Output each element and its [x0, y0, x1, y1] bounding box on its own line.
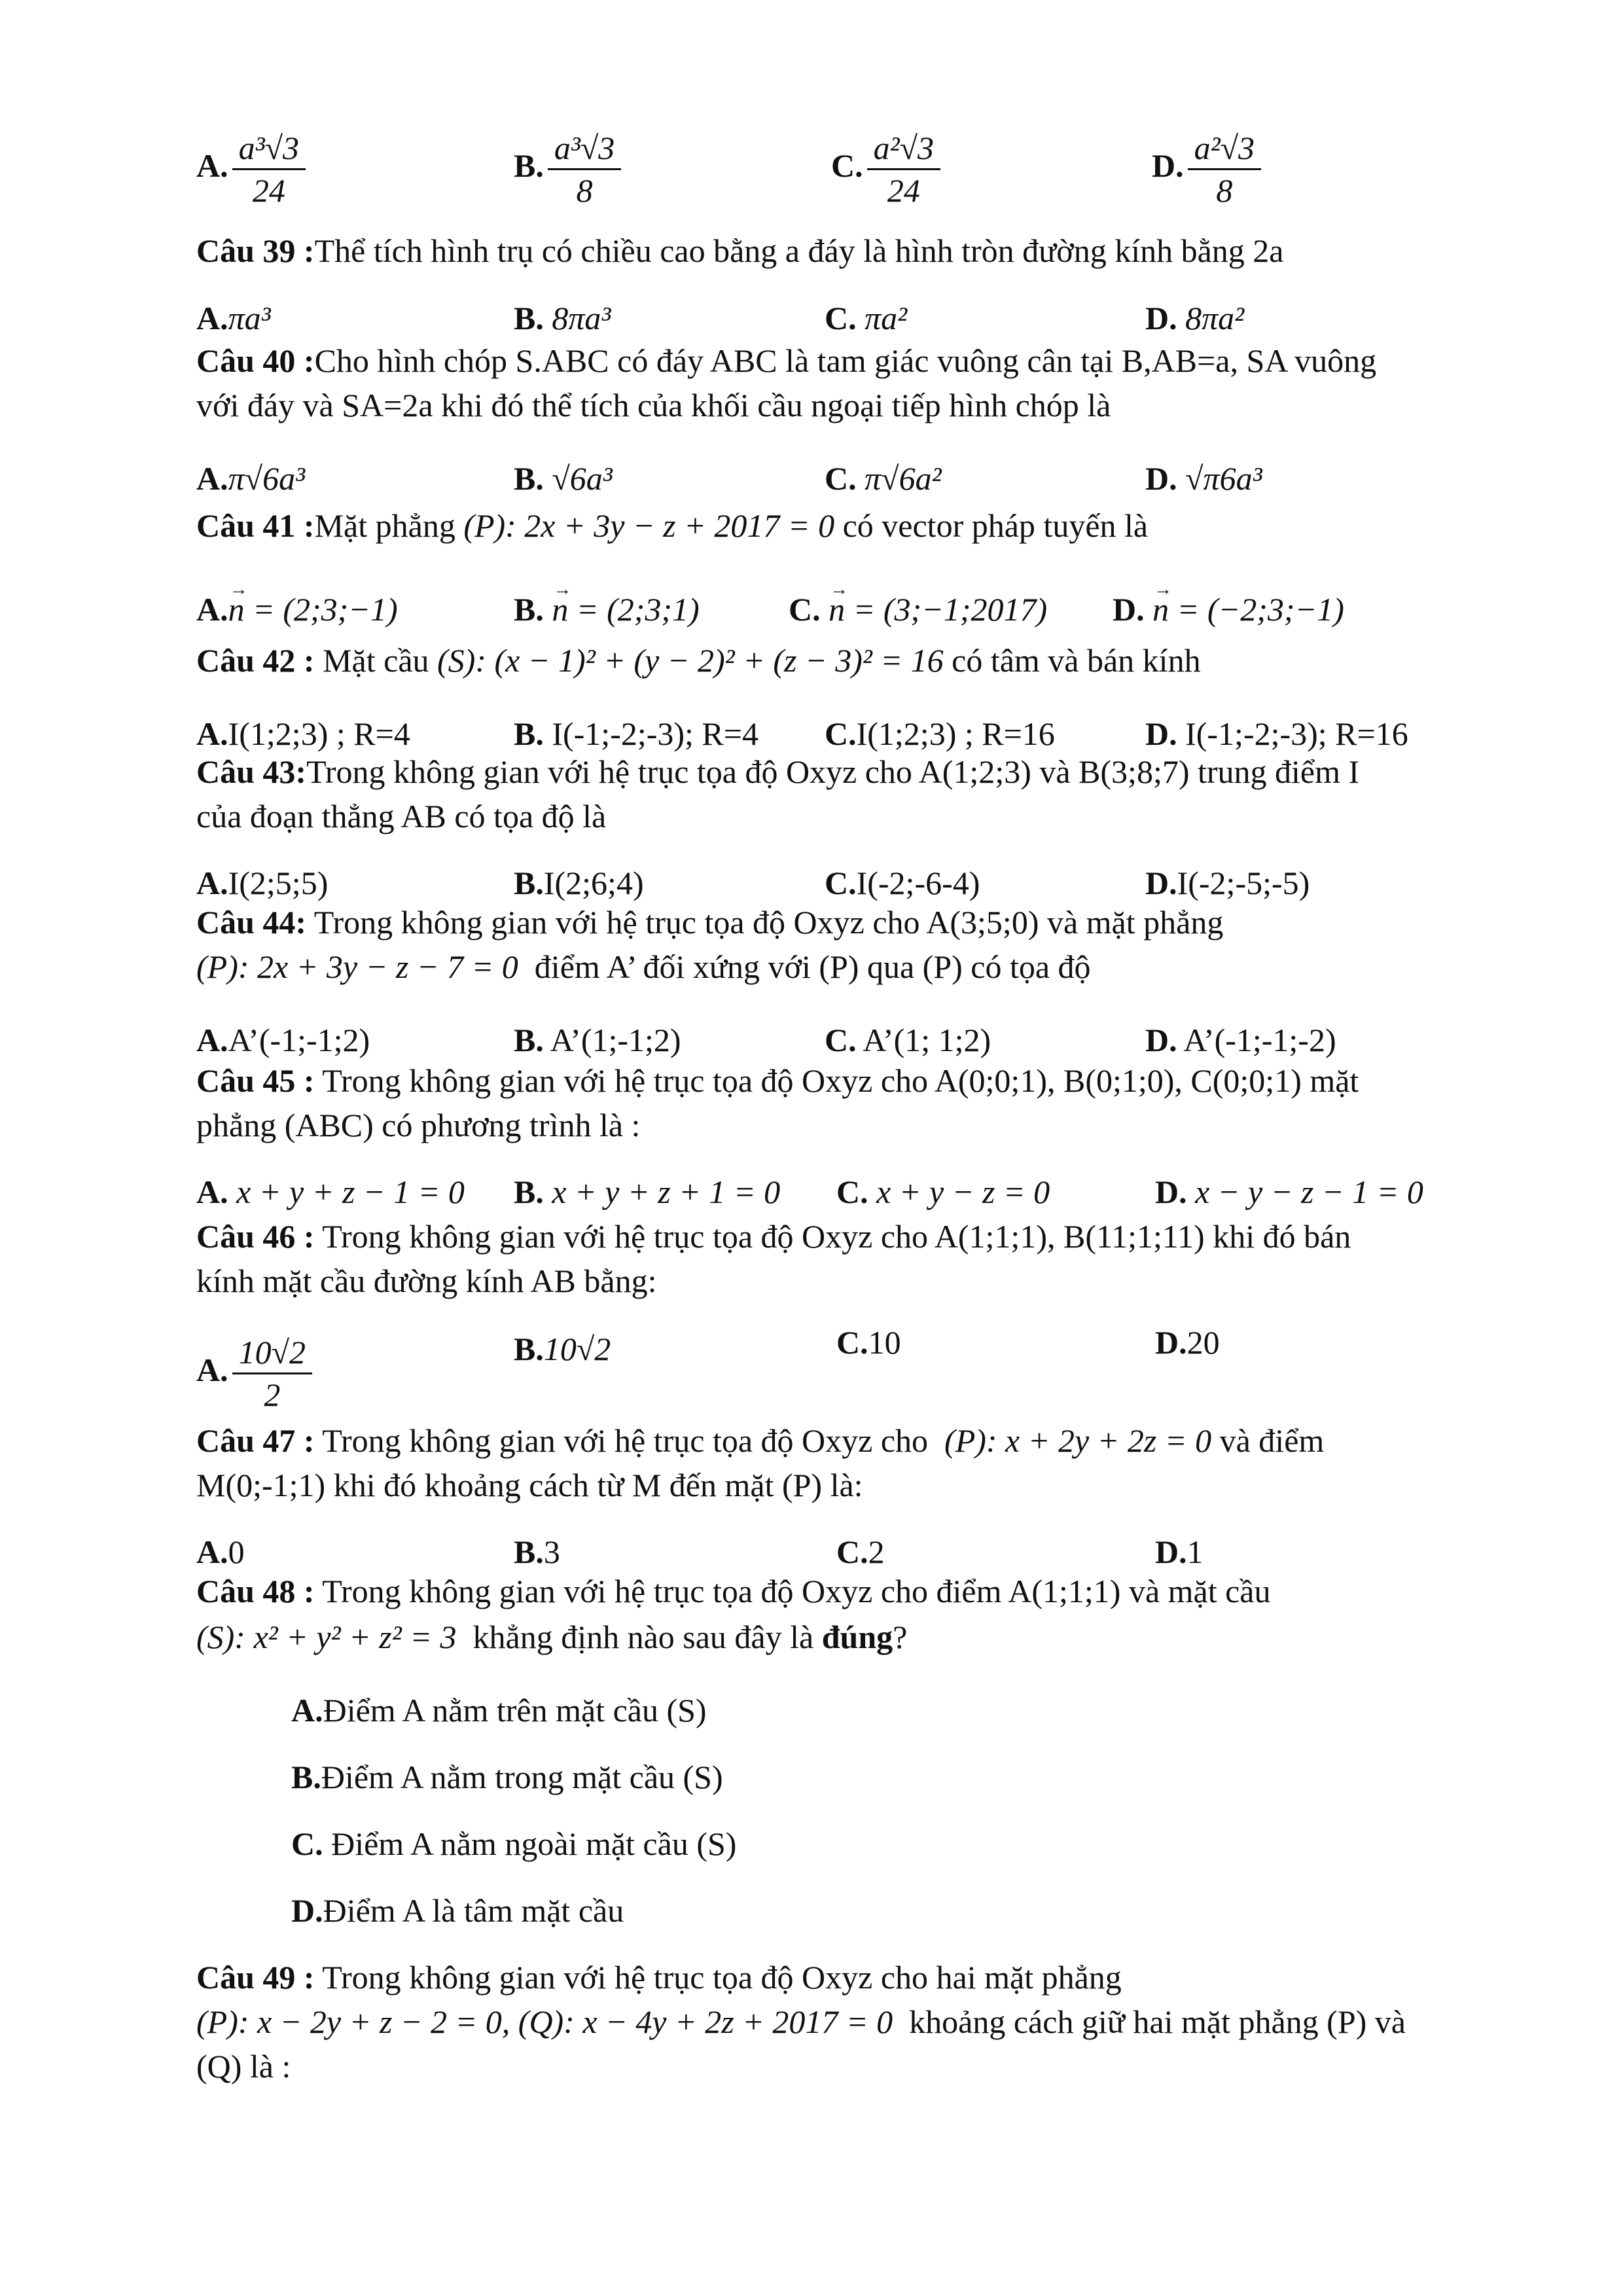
q45-text-line1: Câu 45 : Trong không gian với hệ trục tọa độ Oxyz cho A(0;0;1), B(0;1;0), C(0;0;1) mặt: [196, 1062, 1359, 1099]
q47-option-b: B.3: [514, 1534, 560, 1570]
q39-option-c: C. πa²: [825, 300, 908, 336]
q46-text-line2: kính mặt cầu đường kính AB bằng:: [196, 1263, 657, 1299]
q38-option-a: A. $\frac{\text{a³√3}}{24}$: [196, 128, 310, 211]
plane-equations: (P): x − 2y + z − 2 = 0, (Q): x − 4y + 2z + 2017 = 0: [196, 2003, 893, 2040]
fraction-numerator: a³√3: [232, 128, 306, 170]
q43-option-b: B.I(2;6;4): [514, 865, 644, 901]
q40-option-b: B. √6a³: [514, 460, 613, 497]
q46-option-d: D.20: [1155, 1324, 1220, 1361]
fraction-denominator: 8: [576, 172, 593, 209]
q47-option-d: D.1: [1155, 1534, 1204, 1570]
q42-option-a: A.I(1;2;3) ; R=4: [196, 715, 410, 752]
fraction-numerator: 10√2: [232, 1332, 312, 1374]
plane-equation: (P): 2x + 3y − z − 7 = 0: [196, 948, 518, 985]
q39-option-d: D. 8πa²: [1145, 300, 1245, 336]
q47-option-a: A.0: [196, 1534, 245, 1570]
fraction-numerator: a³√3: [548, 128, 621, 170]
q43-text-line1: Câu 43:Trong không gian với hệ trục tọa độ Oxyz cho A(1;2;3) và B(3;8;7) trung điểm I: [196, 753, 1360, 790]
fraction-numerator: a²√3: [867, 128, 940, 170]
q41-option-c: C. → n = (3;−1;2017): [789, 589, 1047, 630]
q39-option-b: B. 8πa³: [514, 300, 611, 336]
q42-text: Câu 42 : Mặt cầu (S): (x − 1)² + (y − 2)² + (z − 3)² = 16 có tâm và bán kính: [196, 642, 1201, 679]
q44-option-a: A.A’(-1;-1;2): [196, 1022, 370, 1058]
q48-option-b: B.Điểm A nằm trong mặt cầu (S): [291, 1759, 723, 1795]
q45-option-d: D. x − y − z − 1 = 0: [1155, 1174, 1423, 1210]
q42-option-b: B. I(-1;-2;-3); R=4: [514, 715, 758, 752]
q48-text-line1: Câu 48 : Trong không gian với hệ trục tọa độ Oxyz cho điểm A(1;1;1) và mặt cầu: [196, 1573, 1271, 1609]
q47-text-line2: M(0;-1;1) khi đó khoảng cách từ M đến mặt (P) là:: [196, 1467, 863, 1503]
q46-option-c: C.10: [836, 1324, 901, 1361]
q44-option-d: D. A’(-1;-1;-2): [1145, 1022, 1336, 1058]
q44-text-line1: Câu 44: Trong không gian với hệ trục tọa độ Oxyz cho A(3;5;0) và mặt phẳng: [196, 904, 1224, 941]
q44-option-b: B. A’(1;-1;2): [514, 1022, 681, 1058]
q40-option-c: C. π√6a²: [825, 460, 942, 497]
q38-option-c: C. $\frac{\text{a²√3}}{24}$: [831, 128, 944, 211]
q45-option-c: C. x + y − z = 0: [836, 1174, 1050, 1210]
q44-text-line2: (P): 2x + 3y − z − 7 = 0 điểm A’ đối xứng với (P) qua (P) có tọa độ: [196, 948, 1091, 985]
sphere-equation: (S): (x − 1)² + (y − 2)² + (z − 3)² = 16: [437, 642, 944, 679]
q42-option-d: D. I(-1;-2;-3); R=16: [1145, 715, 1408, 752]
q46-text-line1: Câu 46 : Trong không gian với hệ trục tọa độ Oxyz cho A(1;1;1), B(11;1;11) khi đó bán: [196, 1218, 1351, 1255]
q40-text-line2: với đáy và SA=2a khi đó thể tích của khối cầu ngoại tiếp hình chóp là: [196, 387, 1111, 423]
sphere-equation: (S): x² + y² + z² = 3: [196, 1619, 457, 1655]
q41-option-a: A.→ n = (2;3;−1): [196, 589, 398, 630]
q45-option-a: A. x + y + z − 1 = 0: [196, 1174, 465, 1210]
plane-equation: (P): 2x + 3y − z + 2017 = 0: [463, 507, 835, 544]
q48-option-c: C. Điểm A nằm ngoài mặt cầu (S): [291, 1825, 737, 1862]
q41-text: Câu 41 :Mặt phẳng (P): 2x + 3y − z + 2017 = 0 có vector pháp tuyến là: [196, 507, 1149, 544]
q41-option-d: D. → n = (−2;3;−1): [1113, 589, 1344, 630]
q49-text-line1: Câu 49 : Trong không gian với hệ trục tọa độ Oxyz cho hai mặt phẳng: [196, 1959, 1122, 1996]
q44-option-c: C. A’(1; 1;2): [825, 1022, 991, 1058]
q43-text-line2: của đoạn thẳng AB có tọa độ là: [196, 798, 607, 834]
q38-option-d: D. $\frac{\text{a²√3}}{8}$: [1152, 128, 1265, 211]
q41-option-b: B. → n = (2;3;1): [514, 589, 700, 630]
q39-text: Câu 39 :Thể tích hình trụ có chiều cao bằng a đáy là hình tròn đường kính bằng 2a: [196, 232, 1284, 269]
q47-text-line1: Câu 47 : Trong không gian với hệ trục tọa độ Oxyz cho (P): x + 2y + 2z = 0 và điểm: [196, 1422, 1325, 1459]
q40-text-line1: Câu 40 :Cho hình chóp S.ABC có đáy ABC là tam giác vuông cân tại B,AB=a, SA vuông: [196, 342, 1377, 379]
fraction-denominator: 8: [1216, 172, 1233, 209]
q43-option-c: C.I(-2;-6-4): [825, 865, 980, 901]
q49-text-line3: (Q) là :: [196, 2048, 291, 2085]
q48-option-a: A.Điểm A nằm trên mặt cầu (S): [291, 1692, 707, 1729]
q40-option-d: D. √π6a³: [1145, 460, 1262, 497]
q43-option-d: D.I(-2;-5;-5): [1145, 865, 1310, 901]
q42-option-c: C.I(1;2;3) ; R=16: [825, 715, 1055, 752]
q46-option-a: A. $\frac{10√2}{2}$: [196, 1332, 316, 1415]
q49-text-line2: (P): x − 2y + z − 2 = 0, (Q): x − 4y + 2z + 2017 = 0 khoảng cách giữ hai mặt phẳng (P) và: [196, 2003, 1406, 2040]
q43-option-a: A.I(2;5;5): [196, 865, 329, 901]
q38-option-b: B. $\frac{\text{a³√3}}{8}$: [514, 128, 625, 211]
q39-option-a: A.πa³: [196, 300, 271, 336]
q45-text-line2: phẳng (ABC) có phương trình là :: [196, 1107, 641, 1143]
plane-equation: (P): x + 2y + 2z = 0: [944, 1422, 1212, 1459]
fraction-denominator: 2: [264, 1376, 281, 1413]
fraction-denominator: 24: [887, 172, 920, 209]
q48-text-line2: (S): x² + y² + z² = 3 khẳng định nào sau đây là đúng?: [196, 1619, 908, 1655]
q40-option-a: A.π√6a³: [196, 460, 306, 497]
q46-option-b: B.10√2: [514, 1331, 611, 1367]
fraction-numerator: a²√3: [1188, 128, 1261, 170]
fraction-denominator: 24: [252, 172, 285, 209]
q47-option-c: C.2: [836, 1534, 885, 1570]
q48-option-d: D.Điểm A là tâm mặt cầu: [291, 1892, 624, 1929]
q45-option-b: B. x + y + z + 1 = 0: [514, 1174, 781, 1210]
